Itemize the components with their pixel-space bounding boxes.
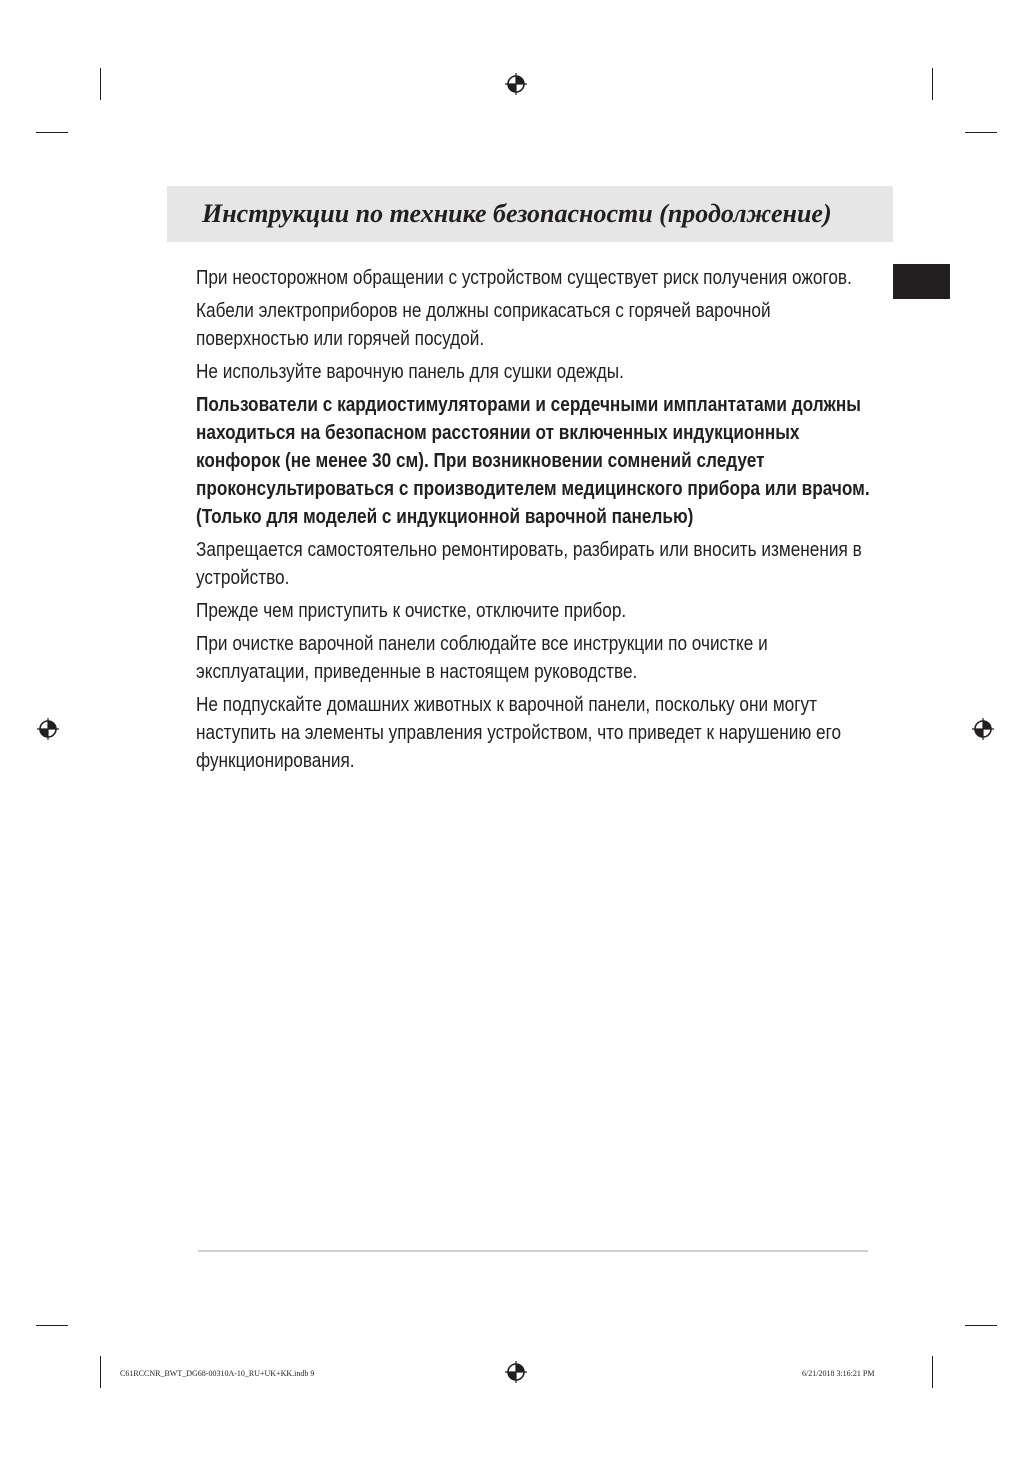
print-timestamp: 6/21/2018 3:16:21 PM — [802, 1369, 875, 1378]
registration-mark-icon — [504, 1360, 528, 1384]
registration-mark-icon — [36, 717, 60, 741]
safety-paragraph: Не используйте варочную панель для сушки одежды. — [196, 361, 624, 383]
crop-mark-top-right-vertical — [932, 68, 933, 100]
safety-paragraph: Прежде чем приступить к очистке, отключите прибор. — [196, 600, 627, 622]
file-slug: C61RCCNR_BWT_DG68-00310A-10_RU+UK+KK.indb 9 — [120, 1369, 315, 1378]
crop-mark-bottom-right-horizontal — [965, 1325, 997, 1326]
safety-paragraph: Кабели электроприборов не должны соприкасаться с горячей варочной поверхностью или горячей посудой. — [196, 300, 771, 350]
safety-instructions-body — [196, 264, 875, 780]
section-header-band — [167, 186, 893, 242]
section-title: Инструкции по технике безопасности (продолжение) — [202, 199, 832, 228]
crop-mark-bottom-left-vertical — [100, 1356, 101, 1388]
crop-mark-top-left-horizontal — [36, 132, 68, 133]
chapter-tab-marker — [893, 264, 950, 299]
crop-mark-bottom-right-vertical — [932, 1356, 933, 1388]
crop-mark-top-left-vertical — [100, 68, 101, 100]
registration-mark-icon — [971, 717, 995, 741]
safety-paragraph: Не подпускайте домашних животных к варочной панели, поскольку они могут наступить на элементы управления устройством, что приведет к нарушению его функционирования. — [196, 694, 842, 772]
footer-rule — [198, 1250, 868, 1252]
safety-paragraph: При неосторожном обращении с устройством существует риск получения ожогов. — [196, 267, 852, 289]
safety-paragraph: При очистке варочной панели соблюдайте все инструкции по очистке и эксплуатации, приведенные в настоящем руководстве. — [196, 633, 768, 683]
crop-mark-top-right-horizontal — [965, 132, 997, 133]
crop-mark-bottom-left-horizontal — [36, 1325, 68, 1326]
safety-paragraph-bold: Пользователи с кардиостимуляторами и сердечными имплантатами должны находиться на безопасном расстоянии от включенных индукционных конфорок (не менее 30 см). При возникновении сомнений следует проконсультироваться с производителем медицинского прибора или врачом. (Только для моделей с индукционной варочной панелью) — [196, 394, 870, 528]
safety-paragraph: Запрещается самостоятельно ремонтировать, разбирать или вносить изменения в устройство. — [196, 539, 862, 589]
registration-mark-icon — [504, 72, 528, 96]
